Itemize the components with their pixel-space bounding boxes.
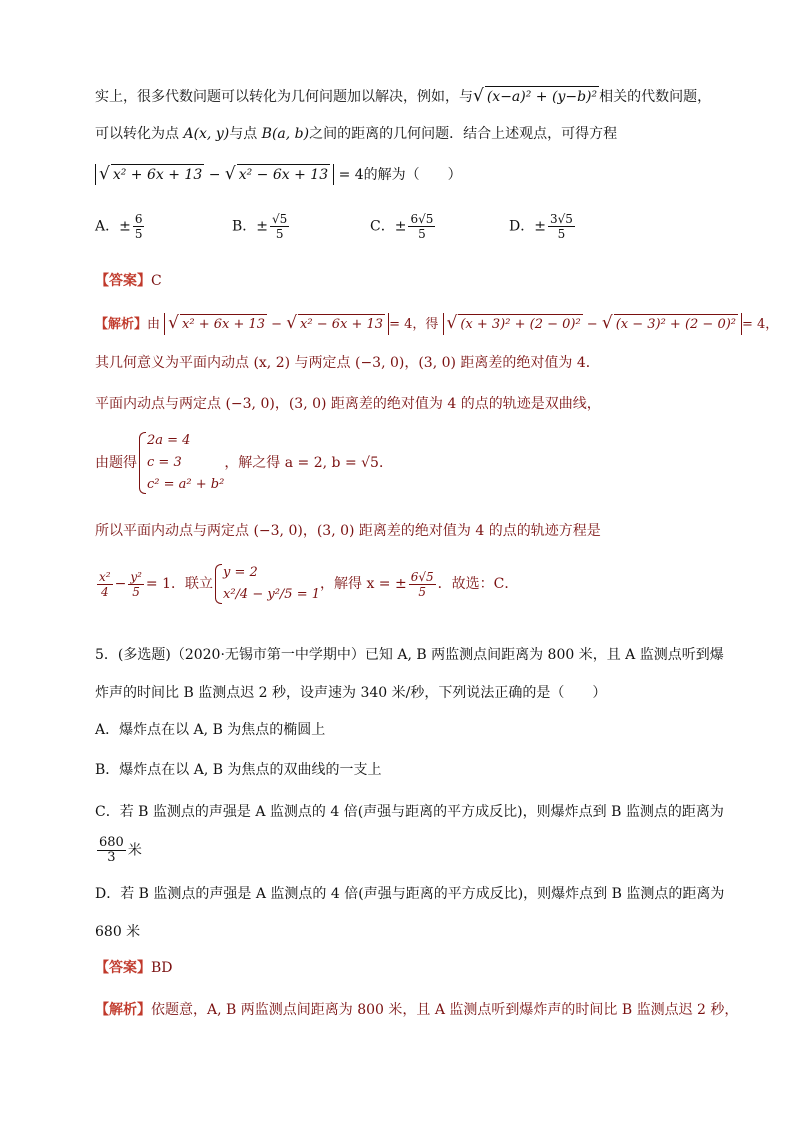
p5-option-c-value: $\frac{680}{3}$ 米 — [99, 835, 142, 865]
analysis-tag: 【解析】 — [95, 317, 148, 332]
p4-analysis-1: 【解析】由 √ x² + 6x + 13 − √ x² − 6x + 13 = 4，得 √ (x + 3)² + (2 − 0)² − √ (x − 3)² + (2 − 0)² = 4， — [95, 313, 779, 333]
p5-option-a: A．爆炸点在以 A, B 为焦点的椭圆上 — [95, 722, 326, 738]
equation-system: 2a = 4 c = 3 c² = a² + b² — [137, 430, 224, 496]
p4-analysis-5: 所以平面内动点与两定点 (−3, 0)，(3, 0) 距离差的绝对值为 4 的点的轨迹方程是 — [95, 523, 601, 539]
p4-analysis-4: 由题得 2a = 4 c = 3 c² = a² + b² ，解之得 a = 2, b = √5． — [95, 430, 393, 496]
p4-text: 之间的距离的几何问题．结合上述观点，可得方程 — [309, 126, 618, 142]
p4-sqrt-expr: (x−a)² + (y−b)² — [485, 86, 599, 107]
p5-option-d: D．若 B 监测点的声强是 A 监测点的 4 倍(声强与距离的平方成反比)，则爆炸点到 B 监测点的距离为 — [95, 886, 725, 902]
p5-line2: 炸声的时间比 B 监测点迟 2 秒，设声速为 340 米/秒，下列说法正确的是（ ） — [95, 685, 607, 701]
option-c: C．± $\frac{6√5}{5}$ — [370, 212, 434, 241]
answer-value: C — [151, 273, 162, 289]
p4-text: 实上，很多代数问题可以转化为几何问题加以解决，例如，与 — [95, 89, 473, 105]
system-2: y = 2 x²/4 − y²/5 = 1 — [213, 562, 320, 606]
p4-line3 — [95, 164, 462, 185]
p5-option-b: B．爆炸点在以 A, B 为焦点的双曲线的一支上 — [95, 762, 382, 778]
option-d: D．± $\frac{3√5}{5}$ — [509, 212, 573, 241]
sqrt-expr-1: x² + 6x + 13 — [111, 164, 204, 185]
sqrt-expr-2: x² − 6x + 13 — [237, 164, 330, 185]
abs-expression: √ x² + 6x + 13 − √ x² − 6x + 13 — [95, 164, 334, 185]
answer-tag: 【答案】 — [95, 273, 151, 289]
p4-analysis-2: 其几何意义为平面内动点 (x, 2) 与两定点 (−3, 0)，(3, 0) 距离差的绝对值为 4． — [95, 355, 600, 371]
p4-text: 相关的代数问题， — [599, 89, 712, 105]
p4-text: 的解为（ ） — [363, 167, 462, 183]
p5-line1: 5．(多选题)（2020·无锡市第一中学期中）已知 A, B 两监测点间距离为 800 米，且 A 监测点听到爆 — [95, 647, 724, 663]
point-a: A(x, y) — [183, 126, 230, 142]
option-a: A．± $\frac{6}{5}$ — [95, 212, 143, 241]
p4-line1 — [95, 86, 711, 107]
p4-text: 可以转化为点 — [95, 126, 179, 142]
p4-line2 — [95, 124, 617, 144]
point-b: B(a, b) — [261, 126, 310, 142]
p4-analysis-6: $\frac{\text{x²}}{4}$ − $\frac{\text{y²}}{5}$ = 1．联立 y = 2 x²/4 − y²/5 = 1 ，解得 x = ± $\frac{6√5}{5}$ ．故选：C． — [95, 562, 518, 606]
p5-option-c: C．若 B 监测点的声强是 A 监测点的 4 倍(声强与距离的平方成反比)，则爆炸点到 B 监测点的距离为 — [95, 804, 724, 820]
p5-option-d-value: 680 米 — [95, 924, 141, 940]
minus-sign: − — [208, 167, 221, 183]
p4-text: 与点 — [229, 126, 258, 142]
option-b: B．± $\frac{√5}{5}$ — [232, 212, 288, 241]
sqrt-sign: √ — [473, 86, 484, 106]
p4-analysis-3: 平面内动点与两定点 (−3, 0)，(3, 0) 距离差的绝对值为 4 的点的轨迹是双曲线， — [95, 396, 601, 412]
p5-analysis: 【解析】依题意，A, B 两监测点间距离为 800 米，且 A 监测点听到爆炸声的时间比 B 监测点迟 2 秒， — [95, 1002, 739, 1018]
p4-answer — [95, 271, 162, 291]
equals-four: = 4 — [338, 167, 364, 183]
p5-answer: 【答案】BD — [95, 960, 173, 976]
